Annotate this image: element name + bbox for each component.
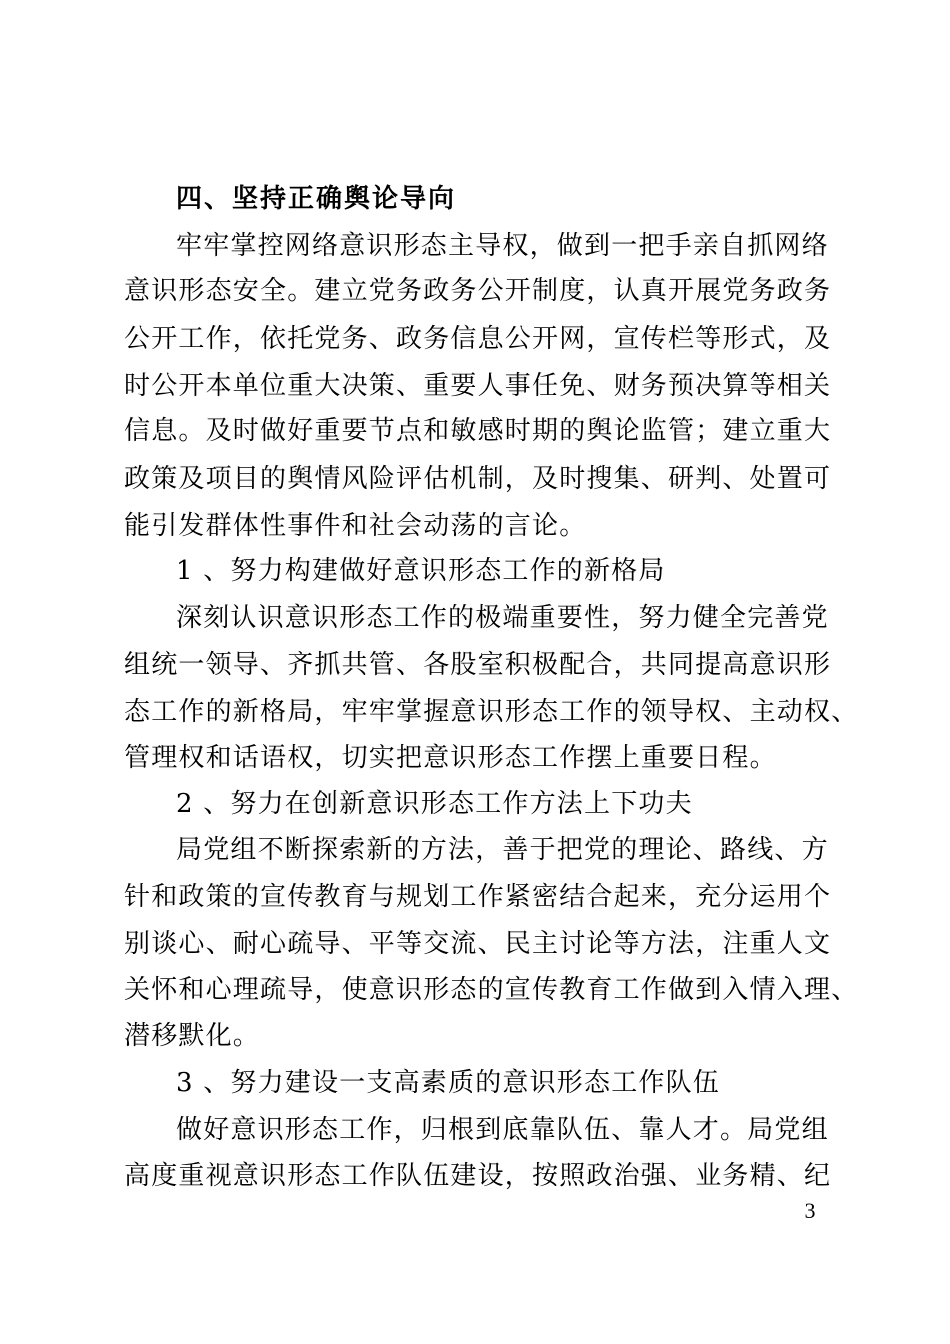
paragraph-line: 局党组不断探索新的方法，善于把党的理论、路线、方	[176, 835, 829, 865]
paragraph-line: 组统一领导、齐抓共管、各股室积极配合，共同提高意识形	[124, 650, 832, 680]
paragraph-line: 时公开本单位重大决策、重要人事任免、财务预决算等相关	[124, 371, 832, 401]
paragraph-line: 意识形态安全。建立党务政务公开制度，认真开展党务政务	[124, 276, 832, 306]
paragraph-line: 政策及项目的舆情风险评估机制，及时搜集、研判、处置可	[124, 464, 832, 494]
subheading-3: 3 、努力建设一支高素质的意识形态工作队伍	[176, 1068, 721, 1098]
paragraph-line: 牢牢掌控网络意识形态主导权，做到一把手亲自抓网络	[176, 231, 829, 261]
paragraph-line: 针和政策的宣传教育与规划工作紧密结合起来，充分运用个	[124, 882, 832, 912]
paragraph-line: 信息。及时做好重要节点和敏感时期的舆论监管；建立重大	[124, 416, 832, 446]
paragraph-line: 别谈心、耐心疏导、平等交流、民主讨论等方法，注重人文	[124, 929, 832, 959]
paragraph-line: 深刻认识意识形态工作的极端重要性，努力健全完善党	[176, 603, 829, 633]
section-heading: 四、坚持正确舆论导向	[176, 184, 457, 214]
paragraph-line: 管理权和话语权，切实把意识形态工作摆上重要日程。	[124, 743, 777, 773]
paragraph-line: 能引发群体性事件和社会动荡的言论。	[124, 511, 587, 541]
subheading-1: 1 、努力构建做好意识形态工作的新格局	[176, 556, 666, 586]
paragraph-line: 态工作的新格局，牢牢掌握意识形态工作的领导权、主动权、	[124, 697, 859, 727]
subheading-2: 2 、努力在创新意识形态工作方法上下功夫	[176, 789, 693, 819]
page-number: 3	[804, 1198, 816, 1223]
paragraph-line: 潜移默化。	[124, 1021, 261, 1051]
paragraph-line: 高度重视意识形态工作队伍建设，按照政治强、业务精、纪	[124, 1161, 832, 1191]
paragraph-line: 做好意识形态工作，归根到底靠队伍、靠人才。局党组	[176, 1115, 829, 1145]
paragraph-line: 关怀和心理疏导，使意识形态的宣传教育工作做到入情入理、	[124, 975, 859, 1005]
paragraph-line: 公开工作，依托党务、政务信息公开网，宣传栏等形式，及	[124, 324, 832, 354]
